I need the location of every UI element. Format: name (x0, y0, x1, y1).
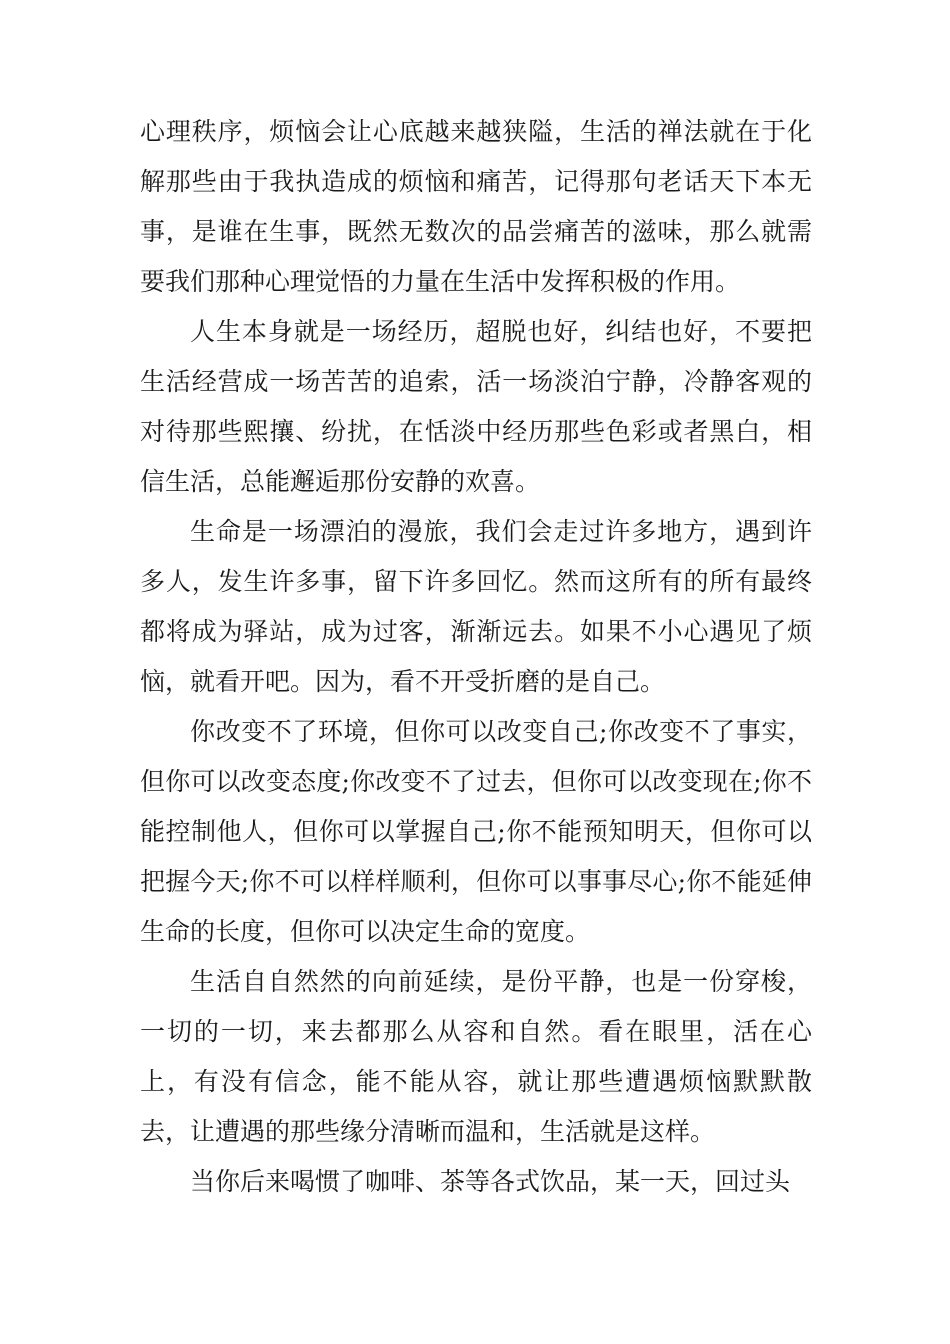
paragraph-2: 人生本身就是一场经历，超脱也好，纠结也好，不要把生活经营成一场苦苦的追索，活一场淡泊宁静，冷静客观的对待那些熙攘、纷扰，在恬淡中经历那些色彩或者黑白，相信生活，总能邂逅那份安静的欢喜。 (140, 317, 812, 496)
paragraph-5: 生活自自然然的向前延续，是份平静，也是一份穿梭，一切的一切，来去都那么从容和自然。看在眼里，活在心上，有没有信念，能不能从容，就让那些遭遇烦恼默默散去，让遭遇的那些缘分清晰而温和，生活就是这样。 (140, 967, 812, 1146)
document-body (140, 107, 812, 1207)
paragraph-3: 生命是一场漂泊的漫旅，我们会走过许多地方，遇到许多人，发生许多事，留下许多回忆。然而这所有的所有最终都将成为驿站，成为过客，渐渐远去。如果不小心遇见了烦恼，就看开吧。因为，看不开受折磨的是自己。 (140, 517, 812, 696)
paragraph-1: 心理秩序，烦恼会让心底越来越狭隘，生活的禅法就在于化解那些由于我执造成的烦恼和痛苦，记得那句老话天下本无事，是谁在生事，既然无数次的品尝痛苦的滋味，那么就需要我们那种心理觉悟的力量在生活中发挥积极的作用。 (140, 117, 812, 296)
paragraph-4: 你改变不了环境，但你可以改变自己;你改变不了事实，但你可以改变态度;你改变不了过去，但你可以改变现在;你不能控制他人，但你可以掌握自己;你不能预知明天，但你可以把握今天;你不可以样样顺利，但你可以事事尽心;你不能延伸生命的长度，但你可以决定生命的宽度。 (140, 717, 812, 946)
paragraph-6: 当你后来喝惯了咖啡、茶等各式饮品，某一天，回过头 (190, 1167, 791, 1196)
